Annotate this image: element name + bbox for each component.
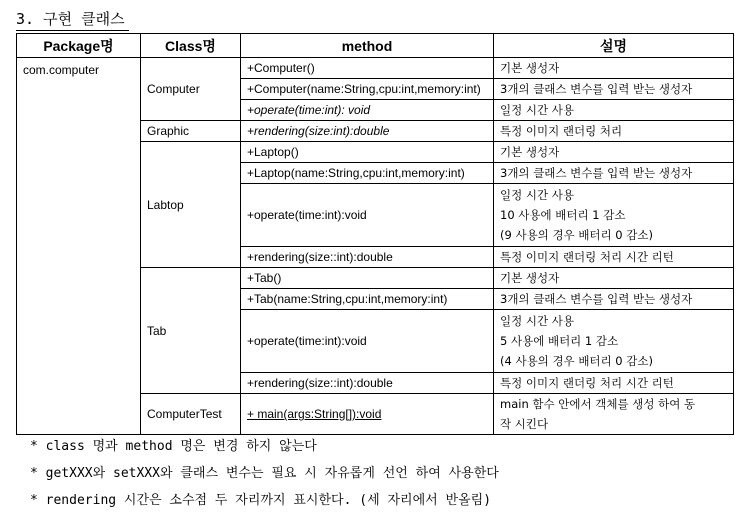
- method-signature: +operate(time:int):void: [241, 310, 494, 373]
- section-heading: 3. 구현 클래스: [16, 8, 129, 31]
- description-line: 5 사용에 배터리 1 감소: [500, 334, 619, 348]
- table-row: [17, 58, 734, 79]
- method-description: 3개의 클래스 변수를 입력 받는 생성자: [494, 79, 734, 100]
- method-description: [494, 394, 734, 435]
- method-description: 특정 이미지 랜더링 처리: [494, 121, 734, 142]
- class-name-graphic: Graphic: [141, 121, 241, 142]
- method-description: 3개의 클래스 변수를 입력 받는 생성자: [494, 289, 734, 310]
- description-line: 작 시킨다: [500, 417, 549, 431]
- method-description: 기본 생성자: [494, 142, 734, 163]
- method-description: [494, 310, 734, 373]
- method-signature: +rendering(size::int):double: [241, 247, 494, 268]
- table-header-row: [17, 34, 734, 58]
- notes-list: [30, 436, 499, 517]
- package-name-cell: com.computer: [17, 58, 141, 435]
- method-signature: +rendering(size:int):double: [241, 121, 494, 142]
- class-name-tab: Tab: [141, 268, 241, 394]
- method-signature: +Tab(name:String,cpu:int,memory:int): [241, 289, 494, 310]
- header-class: Class명: [141, 34, 241, 58]
- method-signature: +operate(time:int):void: [241, 184, 494, 247]
- note-item: * rendering 시간은 소수점 두 자리까지 표시한다. (세 자리에서 반올림): [30, 493, 492, 508]
- description-line: main 함수 안에서 객체를 생성 하여 동: [500, 397, 696, 411]
- note-item: * class 명과 method 명은 변경 하지 않는다: [30, 439, 317, 454]
- header-description: 설명: [494, 34, 734, 58]
- method-description: 기본 생성자: [494, 268, 734, 289]
- method-signature: +rendering(size::int):double: [241, 373, 494, 394]
- method-signature: +Tab(): [241, 268, 494, 289]
- description-line: (9 사용의 경우 배터리 0 감소): [500, 228, 653, 242]
- method-description: 특정 이미지 랜더링 처리 시간 리턴: [494, 247, 734, 268]
- method-description: 기본 생성자: [494, 58, 734, 79]
- main-method-signature: + main(args:String[]):void: [247, 407, 382, 421]
- method-signature: +Computer(name:String,cpu:int,memory:int): [241, 79, 494, 100]
- class-name-computer: Computer: [141, 58, 241, 121]
- class-spec-table: [16, 33, 734, 435]
- method-description: [494, 184, 734, 247]
- header-package: Package명: [17, 34, 141, 58]
- method-signature: +operate(time:int): void: [241, 100, 494, 121]
- class-name-computertest: ComputerTest: [141, 394, 241, 435]
- description-line: (4 사용의 경우 배터리 0 감소): [500, 354, 653, 368]
- description-line: 일정 시간 사용: [500, 188, 574, 202]
- description-line: 10 사용에 배터리 1 감소: [500, 208, 626, 222]
- description-line: 일정 시간 사용: [500, 314, 574, 328]
- method-signature: +Laptop(): [241, 142, 494, 163]
- note-item: * getXXX와 setXXX와 클래스 변수는 필요 시 자유롭게 선언 하여 사용한다: [30, 466, 499, 481]
- method-signature: [241, 394, 494, 435]
- method-description: 일정 시간 사용: [494, 100, 734, 121]
- method-description: 특정 이미지 랜더링 처리 시간 리턴: [494, 373, 734, 394]
- method-signature: +Laptop(name:String,cpu:int,memory:int): [241, 163, 494, 184]
- class-name-labtop: Labtop: [141, 142, 241, 268]
- method-signature: +Computer(): [241, 58, 494, 79]
- header-method: method: [241, 34, 494, 58]
- method-description: 3개의 클래스 변수를 입력 받는 생성자: [494, 163, 734, 184]
